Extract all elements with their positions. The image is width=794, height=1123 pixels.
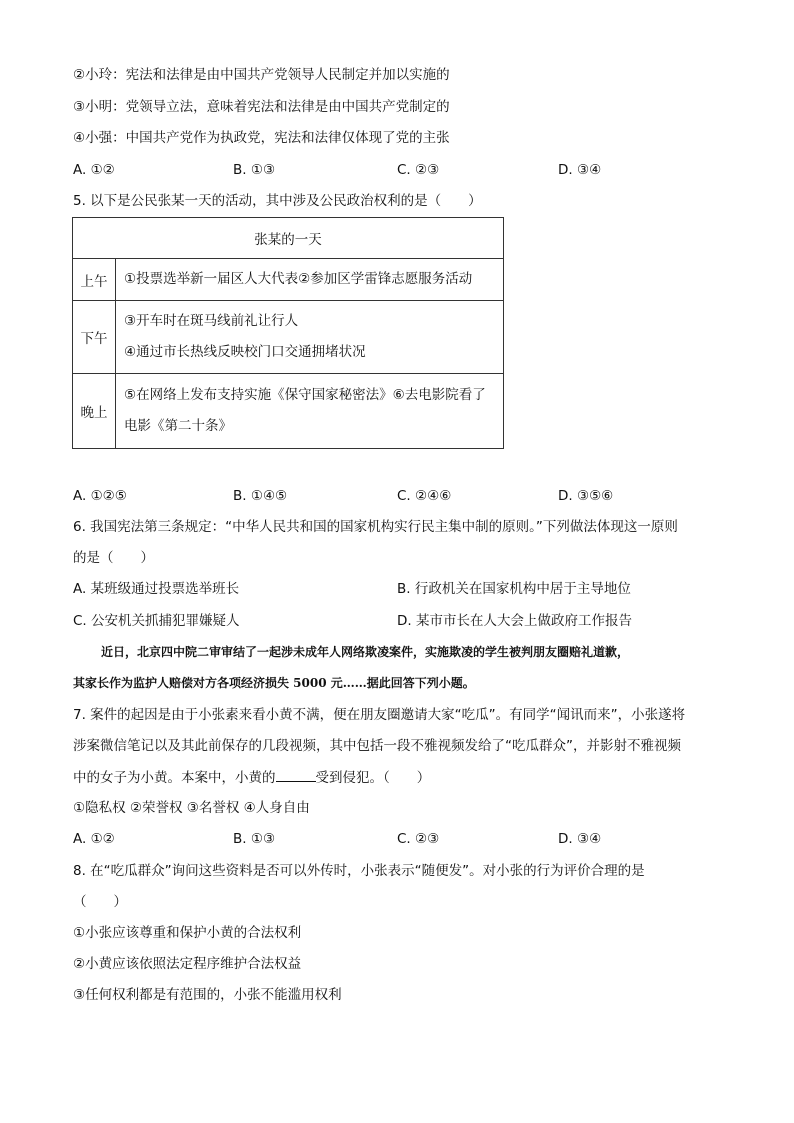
schedule-table (72, 217, 504, 449)
material-line-2: 其家长作为监护人赔偿对方各项经济损失 5000 元……据此回答下列小题。 (73, 676, 475, 690)
q4-option-c: C. ②③ (397, 162, 440, 178)
q5-option-d: D. ③⑤⑥ (558, 488, 614, 504)
q6-option-a: A. 某班级通过投票选举班长 (73, 581, 240, 597)
answer-blank (276, 768, 316, 782)
q6-option-d: D. 某市市长在人大会上做政府工作报告 (397, 613, 632, 629)
q7-option-a: A. ①② (73, 831, 115, 847)
evening-line-1: ⑤在网络上发布支持实施《保守国家秘密法》⑥去电影院看了 (124, 387, 486, 404)
q8-item-1: ①小张应该尊重和保护小黄的合法权利 (73, 925, 302, 941)
q7-line-3 (73, 768, 430, 787)
q5-option-b: B. ①④⑤ (233, 488, 288, 504)
q7-option-c: C. ②③ (397, 831, 440, 847)
q7-choices: ①隐私权 ②荣誉权 ③名誉权 ④人身自由 (73, 800, 310, 816)
q6-option-c: C. 公安机关抓捕犯罪嫌疑人 (73, 613, 240, 629)
q8-line-2: （ ） (73, 894, 127, 910)
q5-stem: 5. 以下是公民张某一天的活动，其中涉及公民政治权利的是（ ） (73, 193, 482, 209)
morning-activities (116, 259, 504, 300)
afternoon-line-2: ④通过市长热线反映校门口交通拥堵状况 (124, 344, 366, 360)
q6-option-b: B. 行政机关在国家机构中居于主导地位 (397, 581, 631, 597)
time-evening: 晚上 (73, 374, 116, 449)
q8-line-1: 8. 在“吃瓜群众”询问这些资料是否可以外传时，小张表示“随便发”。对小张的行为评价合理的是 (73, 863, 645, 879)
morning-line: ①投票选举新一届区人大代表②参加区学雷锋志愿服务活动 (124, 271, 473, 288)
top-line-3: ③小明：党领导立法，意味着宪法和法律是由中国共产党制定的 (73, 99, 450, 115)
top-line-4: ④小强：中国共产党作为执政党，宪法和法律仅体现了党的主张 (73, 130, 450, 146)
q7-line-3-after: 受到侵犯。（ ） (315, 770, 431, 786)
q7-line-2: 涉案微信笔记以及其此前保存的几段视频，其中包括一段不雅视频发给了“吃瓜群众”，并影射不雅视频 (73, 738, 681, 754)
q6-stem-line-1: 6. 我国宪法第三条规定：“中华人民共和国的国家机构实行民主集中制的原则。”下列做法体现这一原则 (73, 519, 678, 535)
q8-item-2: ②小黄应该依照法定程序维护合法权益 (73, 956, 302, 972)
material-line-1: 近日，北京四中院二审审结了一起涉未成年人网络欺凌案件，实施欺凌的学生被判朋友圈赔礼道歉， (101, 645, 630, 659)
q5-option-a: A. ①②⑤ (73, 488, 127, 504)
afternoon-line-1: ③开车时在斑马线前礼让行人 (124, 313, 299, 329)
schedule-title: 张某的一天 (73, 218, 504, 259)
q7-option-b: B. ①③ (233, 831, 276, 847)
top-line-2: ②小玲：宪法和法律是由中国共产党领导人民制定并加以实施的 (73, 67, 450, 83)
evening-line-2: 电影《第二十条》 (124, 418, 232, 435)
q7-line-1: 7. 案件的起因是由于小张素来看小黄不满，便在朋友圈邀请大家“吃瓜”。有同学“闻讯而来”，小张遂将 (73, 707, 686, 723)
q7-option-d: D. ③④ (558, 831, 602, 847)
evening-activities (116, 374, 504, 449)
q5-option-c: C. ②④⑥ (397, 488, 452, 504)
q6-stem-line-2: 的是（ ） (73, 550, 154, 566)
q4-option-b: B. ①③ (233, 162, 276, 178)
q4-option-a: A. ①② (73, 162, 115, 178)
q7-line-3-before: 中的女子为小黄。本案中，小黄的 (73, 770, 276, 786)
q8-item-3: ③任何权利都是有范围的，小张不能滥用权利 (73, 987, 342, 1003)
afternoon-activities (116, 300, 504, 374)
time-morning: 上午 (73, 259, 116, 300)
time-afternoon: 下午 (73, 300, 116, 374)
q4-option-d: D. ③④ (558, 162, 602, 178)
